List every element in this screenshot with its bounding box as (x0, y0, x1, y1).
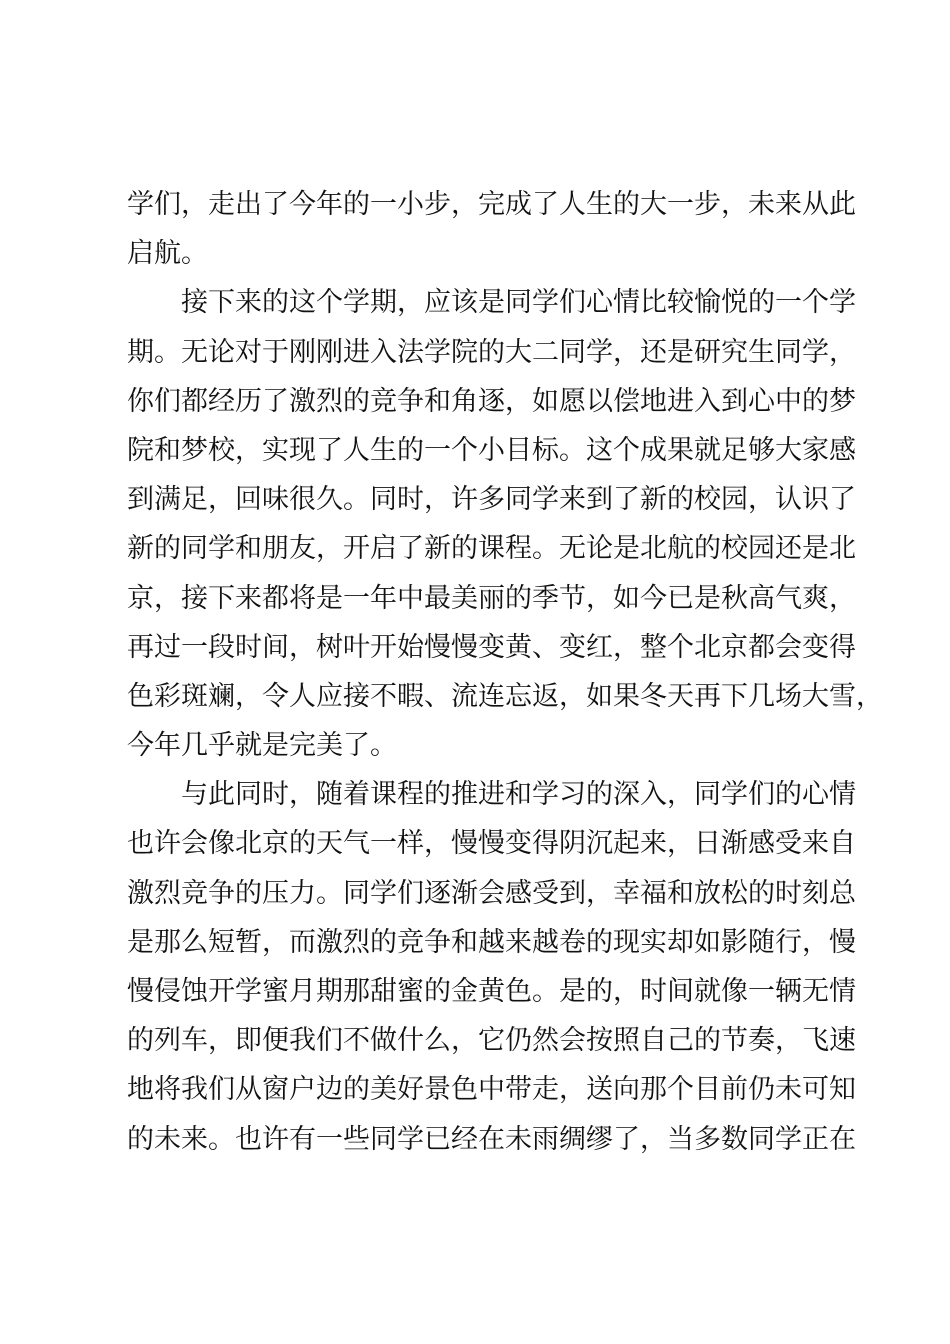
text-line: 的未来。也许有一些同学已经在未雨绸缪了，当多数同学正在 (127, 1123, 856, 1155)
text-line: 院和梦校，实现了人生的一个小目标。这个成果就足够大家感 (127, 434, 856, 466)
text-line: 你们都经历了激烈的竞争和角逐，如愿以偿地进入到心中的梦 (127, 385, 856, 417)
text-line: 的列车，即便我们不做什么，它仍然会按照自己的节奏，飞速 (127, 1025, 856, 1057)
text-line: 再过一段时间，树叶开始慢慢变黄、变红，整个北京都会变得 (127, 631, 856, 663)
text-line: 新的同学和朋友，开启了新的课程。无论是北航的校园还是北 (127, 533, 856, 565)
text-line: 到满足，回味很久。同时，许多同学来到了新的校园，认识了 (127, 484, 856, 516)
text-line: 期。无论对于刚刚进入法学院的大二同学，还是研究生同学， (127, 336, 856, 368)
text-line: 京，接下来都将是一年中最美丽的季节，如今已是秋高气爽， (127, 582, 856, 614)
paragraph-1 (127, 180, 856, 278)
text-line: 色彩斑斓，令人应接不暇、流连忘返，如果冬天再下几场大雪， (127, 680, 883, 712)
text-line: 激烈竞争的压力。同学们逐渐会感受到，幸福和放松的时刻总 (127, 877, 856, 909)
text-line: 学们，走出了今年的一小步，完成了人生的大一步，未来从此 (127, 189, 856, 220)
document-body (127, 180, 883, 1164)
text-line: 今年几乎就是完美了。 (127, 730, 397, 762)
text-line: 也许会像北京的天气一样，慢慢变得阴沉起来，日渐感受来自 (127, 828, 856, 860)
text-line: 与此同时，随着课程的推进和学习的深入，同学们的心情 (181, 779, 856, 811)
text-line: 是那么短暂，而激烈的竞争和越来越卷的现实却如影随行，慢 (127, 926, 856, 958)
text-line: 启航。 (127, 238, 208, 270)
paragraph-2 (127, 278, 883, 770)
text-line: 慢侵蚀开学蜜月期那甜蜜的金黄色。是的，时间就像一辆无情 (127, 976, 856, 1007)
paragraph-3 (127, 770, 856, 1164)
text-line: 地将我们从窗户边的美好景色中带走，送向那个目前仍未可知 (127, 1074, 856, 1106)
text-line: 接下来的这个学期，应该是同学们心情比较愉悦的一个学 (181, 287, 856, 319)
